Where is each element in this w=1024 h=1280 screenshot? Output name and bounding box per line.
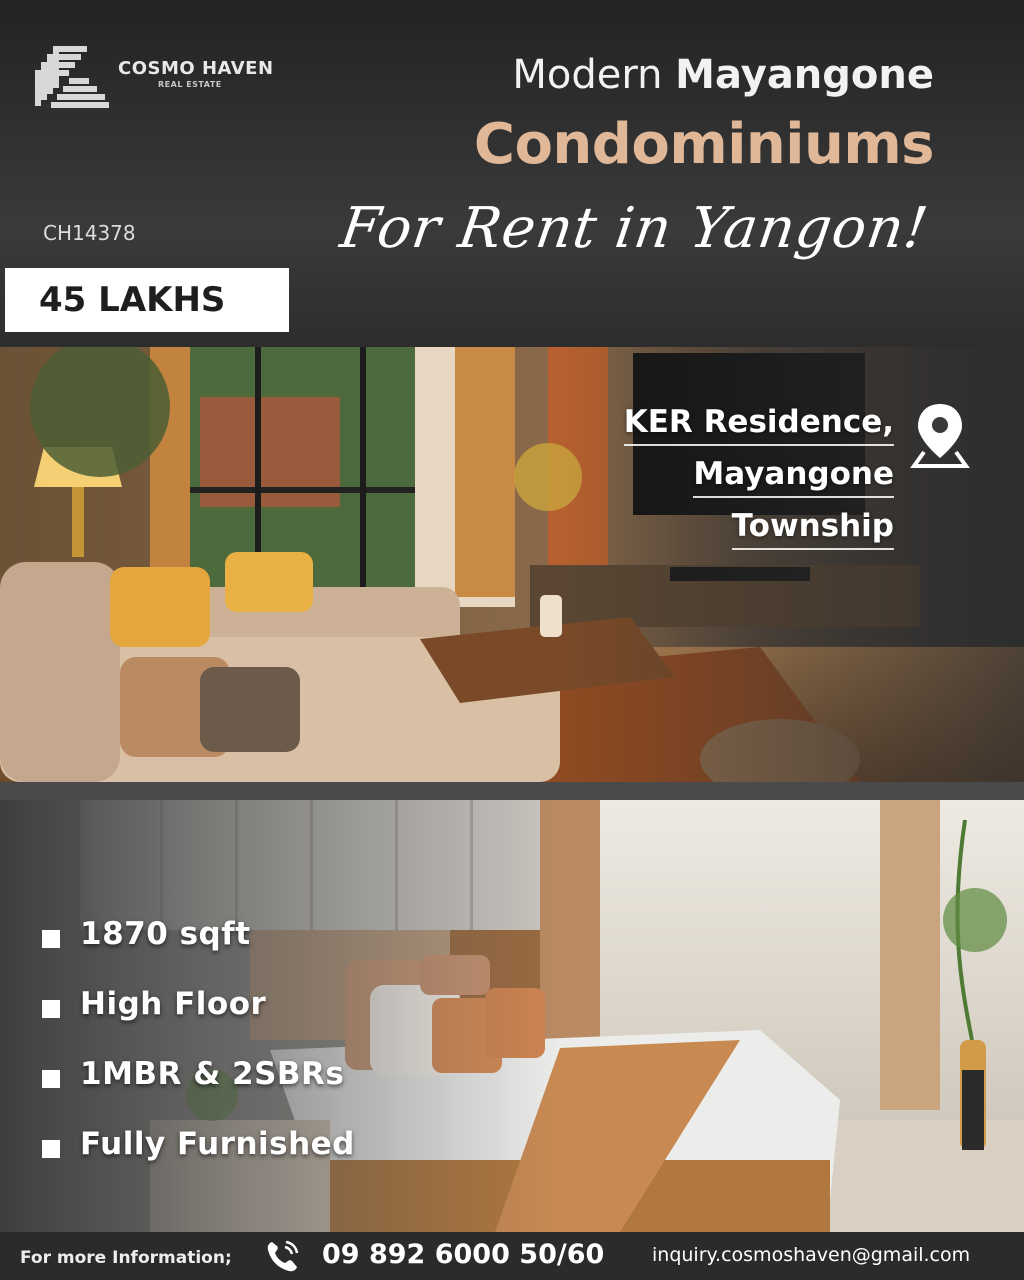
- footer-bar: [0, 1232, 1024, 1280]
- feature-text: Fully Furnished: [80, 1126, 355, 1162]
- feature-text: 1870 sqft: [80, 916, 251, 952]
- brand-subtitle: REAL ESTATE: [158, 80, 222, 89]
- footer-label: For more Information;: [20, 1248, 232, 1268]
- location-line-1: KER Residence,: [624, 404, 894, 446]
- phone-icon[interactable]: [262, 1236, 302, 1276]
- location-line-3: Township: [732, 508, 894, 550]
- brand-name: COSMO HAVEN: [118, 58, 274, 79]
- feature-text: High Floor: [80, 986, 267, 1022]
- location-line-2: Mayangone: [693, 456, 894, 498]
- headline-condominiums: Condominiums: [473, 112, 934, 177]
- email-address[interactable]: inquiry.cosmoshaven@gmail.com: [652, 1244, 971, 1266]
- bullet-square-icon: [42, 930, 60, 948]
- headline-line1: [512, 52, 934, 98]
- headline-script: For Rent in Yangon!: [336, 196, 933, 261]
- bullet-square-icon: [42, 1140, 60, 1158]
- price-box: [5, 268, 289, 332]
- location-pin-icon: [910, 402, 970, 468]
- brand-logo-icon: [33, 44, 111, 110]
- headline-bold: Mayangone: [675, 52, 934, 98]
- bullet-square-icon: [42, 1070, 60, 1088]
- bullet-square-icon: [42, 1000, 60, 1018]
- listing-code: CH14378: [43, 221, 136, 245]
- price: 45 LAKHS: [39, 280, 226, 320]
- headline-light: Modern: [512, 52, 676, 98]
- feature-text: 1MBR & 2SBRs: [80, 1056, 345, 1092]
- phone-number[interactable]: 09 892 6000 50/60: [322, 1239, 605, 1270]
